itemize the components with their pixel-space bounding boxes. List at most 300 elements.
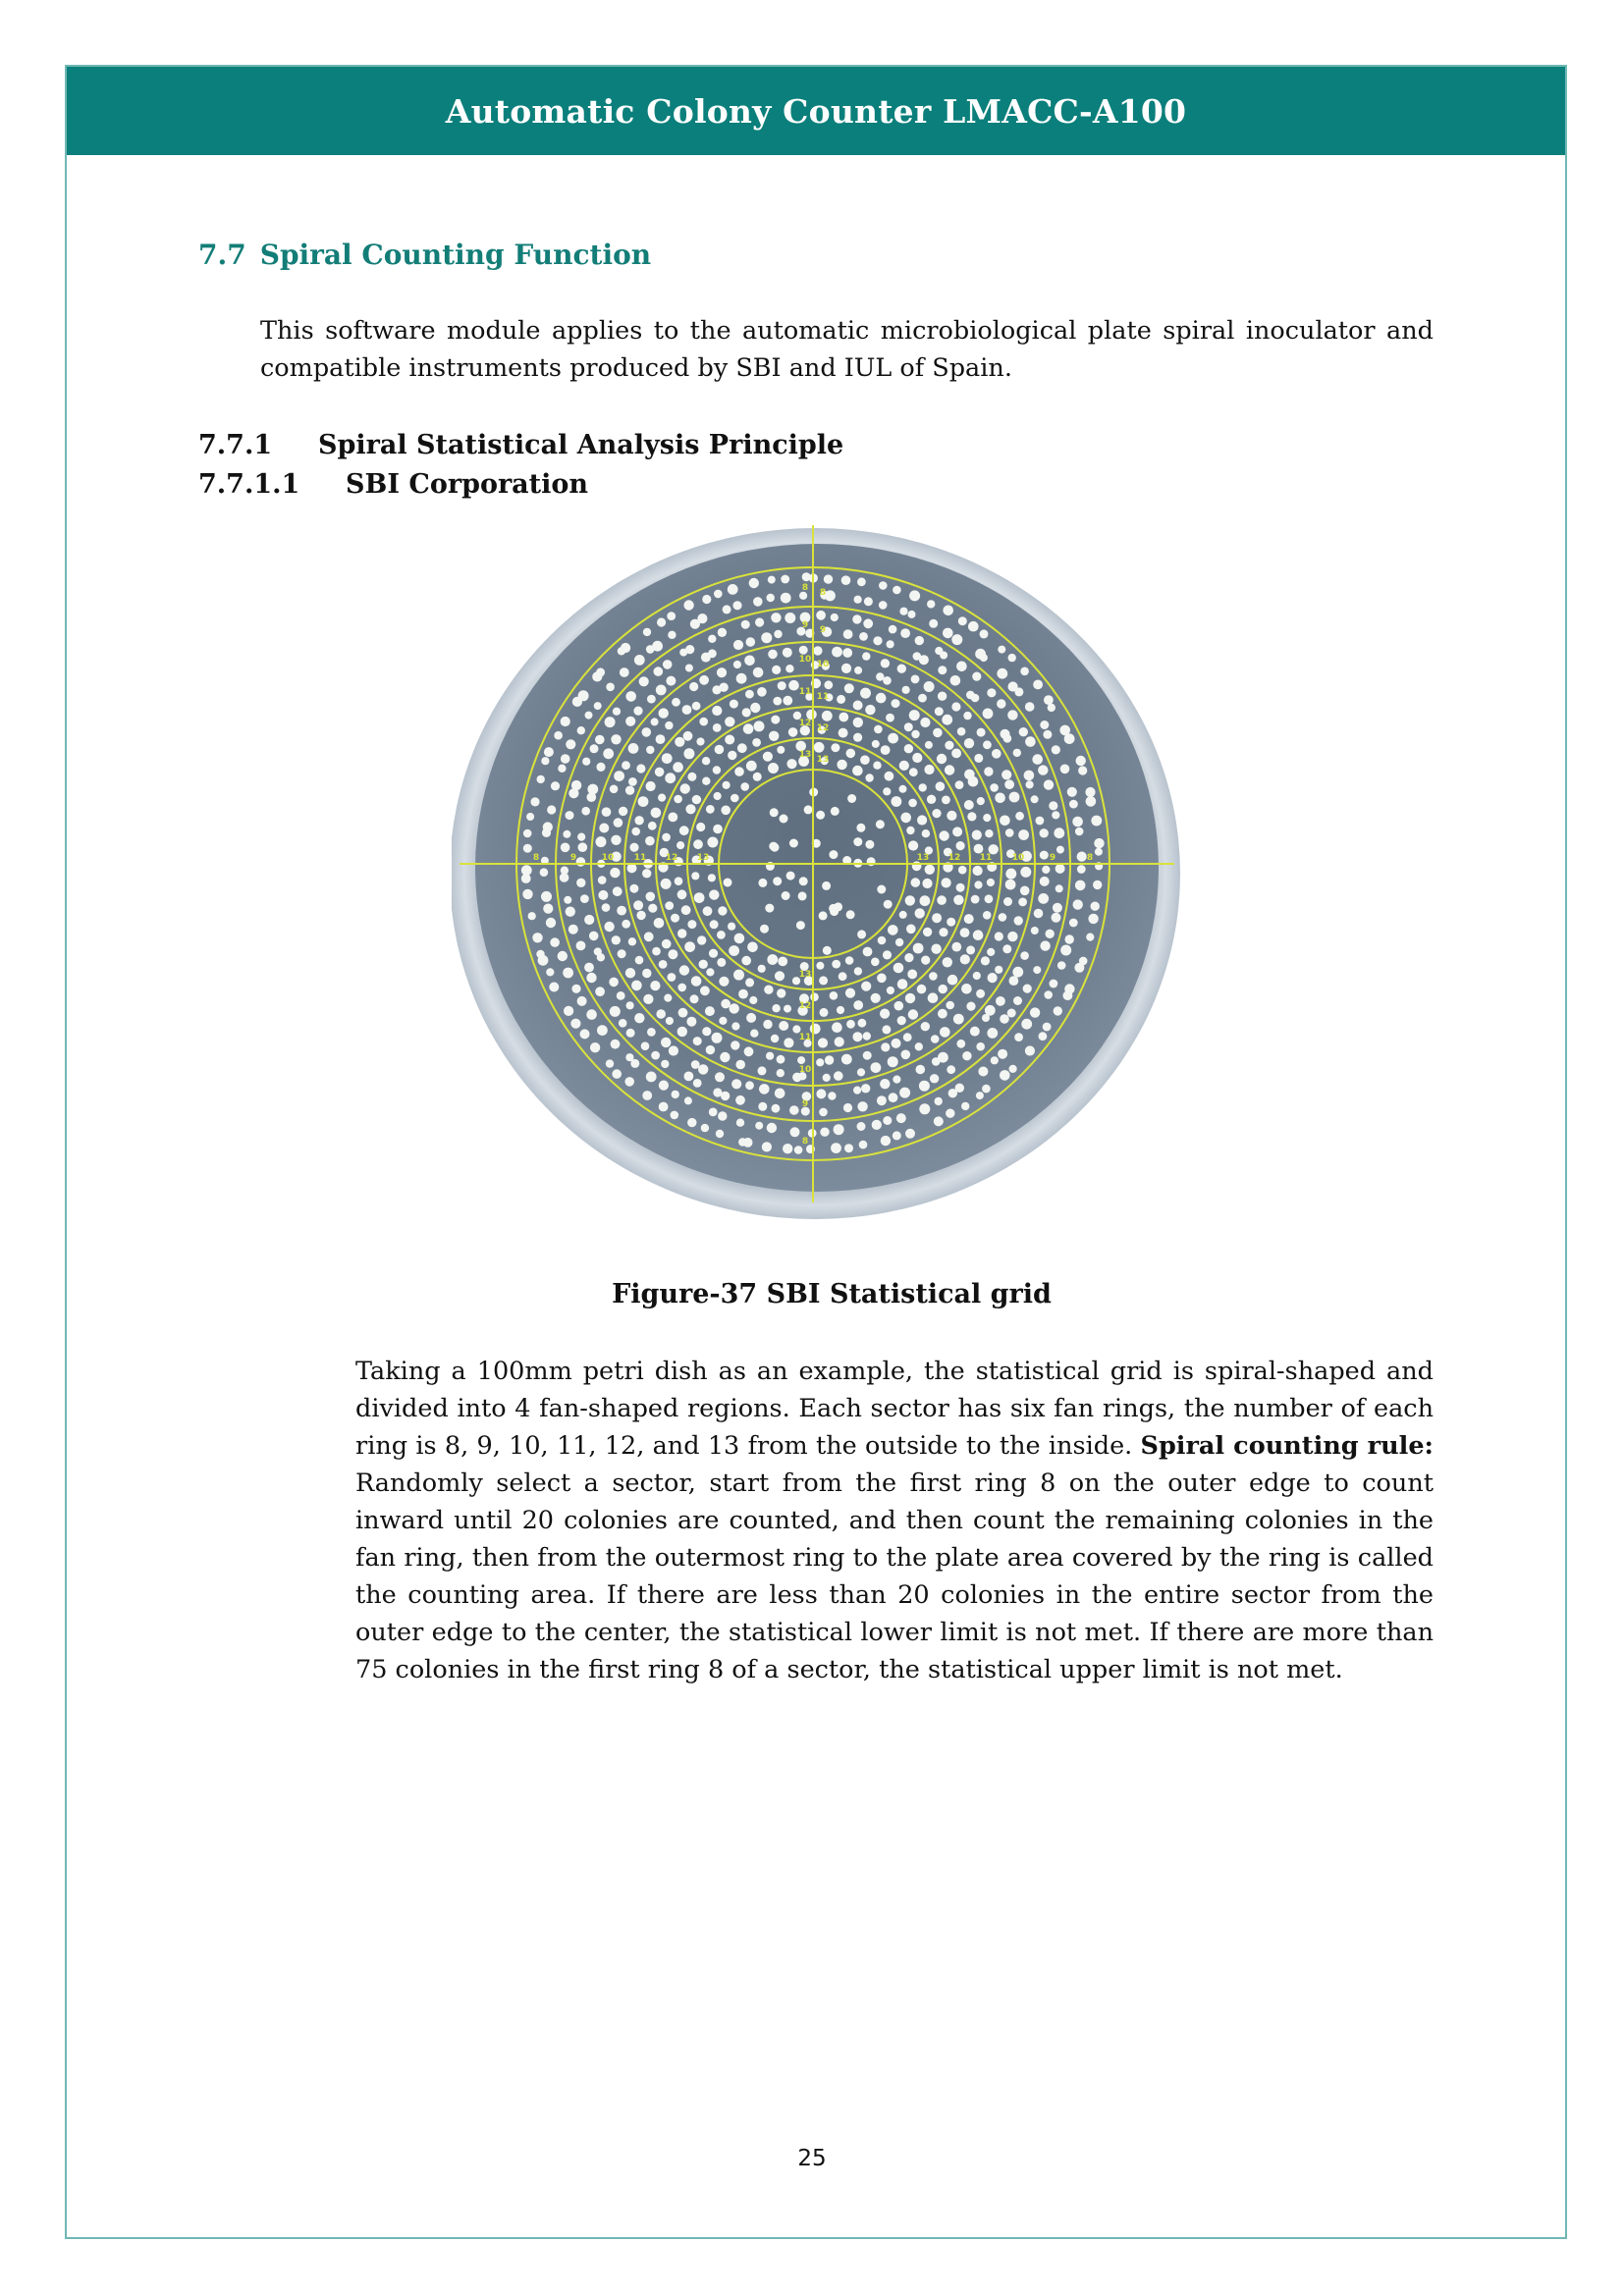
colony-dot: [853, 733, 862, 742]
colony-dot: [738, 1138, 746, 1146]
colony-dot: [942, 878, 951, 887]
colony-dot: [728, 923, 735, 931]
colony-dot: [872, 1120, 882, 1130]
colony-dot: [677, 841, 684, 849]
colony-dot: [936, 781, 946, 791]
colony-dot: [628, 937, 636, 945]
colony-dot: [763, 752, 773, 762]
colony-dot: [720, 1052, 730, 1062]
colony-dot: [983, 740, 992, 749]
colony-dot: [1091, 902, 1100, 911]
colony-dot: [997, 668, 1007, 679]
colony-dot: [1040, 877, 1050, 886]
colony-dot: [701, 1124, 709, 1132]
colony-dot: [892, 699, 900, 708]
colony-dot: [896, 1113, 906, 1123]
colony-dot: [881, 1042, 890, 1051]
colony-dot: [697, 935, 706, 944]
colony-dot: [876, 672, 884, 680]
colony-dot: [724, 879, 732, 887]
colony-dot: [657, 617, 666, 626]
colony-dot: [700, 986, 710, 995]
colony-dot: [911, 675, 920, 684]
colony-dot: [689, 682, 698, 691]
colony-dot: [1053, 903, 1062, 913]
colony-dot: [945, 765, 954, 774]
colony-dot: [1064, 733, 1075, 744]
colony-dot: [785, 665, 793, 672]
colony-dot: [699, 675, 709, 685]
colony-dot: [636, 911, 645, 920]
colony-dot: [645, 836, 655, 846]
colony-dot: [697, 614, 707, 623]
colony-dot: [656, 734, 666, 744]
colony-dot: [905, 993, 915, 1003]
colony-dot: [1026, 780, 1034, 788]
subsection-number: 7.7.1.1: [198, 469, 300, 500]
colony-dot: [964, 914, 974, 924]
colony-dot: [830, 907, 839, 916]
colony-dot: [1040, 828, 1049, 837]
colony-dot: [526, 813, 534, 821]
colony-dot: [863, 1051, 872, 1060]
colony-dot: [718, 1111, 727, 1120]
colony-dot: [717, 931, 726, 939]
colony-dot: [929, 972, 938, 981]
colony-dot: [778, 681, 786, 690]
colony-dot: [831, 614, 839, 621]
colony-dot: [972, 672, 981, 681]
colony-dot: [708, 635, 716, 643]
ring-label: 12: [947, 853, 961, 863]
colony-dot: [571, 780, 581, 790]
document-title: Automatic Colony Counter LMACC-A100: [445, 91, 1187, 131]
colony-dot: [1085, 787, 1095, 797]
colony-dot: [680, 783, 690, 793]
colony-dot: [1033, 966, 1041, 974]
colony-dot: [715, 1072, 725, 1082]
colony-dot: [631, 981, 642, 991]
colony-dot: [587, 784, 598, 795]
colony-dot: [749, 996, 757, 1004]
colony-dot: [1060, 945, 1071, 956]
colony-dot: [532, 933, 542, 942]
colony-dot: [1056, 864, 1065, 874]
rule-label: Spiral counting rule:: [1140, 1431, 1434, 1461]
colony-dot: [750, 1030, 758, 1038]
colony-dot: [705, 1006, 715, 1016]
colony-dot: [976, 1042, 985, 1051]
colony-dot: [633, 900, 643, 910]
petri-dish-figure: [452, 522, 1198, 1229]
colony-dot: [773, 877, 782, 885]
colony-dot: [710, 920, 719, 929]
colony-dot: [899, 761, 909, 771]
colony-dot: [528, 912, 536, 920]
colony-dot: [621, 643, 630, 653]
colony-dot: [939, 928, 947, 936]
colony-dot: [908, 1009, 918, 1019]
colony-dot: [1043, 730, 1052, 739]
petri-dish-image: [452, 522, 1198, 1229]
colony-dot: [684, 1072, 694, 1082]
colony-dot: [647, 695, 656, 704]
colony-dot: [846, 749, 856, 759]
colony-dot: [596, 667, 605, 676]
colony-dot: [1036, 817, 1045, 826]
colony-dot: [841, 575, 851, 585]
colony-dot: [714, 590, 723, 599]
colony-dot: [897, 665, 906, 673]
colony-dot: [1038, 893, 1049, 904]
colony-dot: [837, 695, 845, 704]
colony-dot: [771, 716, 780, 724]
colony-dot: [1056, 846, 1064, 854]
colony-dot: [603, 748, 614, 759]
colony-dot: [886, 714, 894, 722]
colony-dot: [706, 805, 715, 814]
colony-dot: [842, 648, 852, 658]
colony-dot: [775, 1089, 785, 1099]
colony-dot: [871, 958, 880, 967]
colony-dot: [643, 994, 653, 1004]
colony-dot: [1008, 654, 1016, 662]
colony-dot: [853, 718, 863, 727]
colony-dot: [1039, 1032, 1048, 1041]
colony-dot: [561, 867, 568, 875]
colony-dot: [721, 806, 731, 816]
colony-dot: [741, 620, 750, 629]
colony-dot: [744, 1046, 754, 1056]
colony-dot: [762, 1142, 772, 1151]
colony-dot: [927, 600, 935, 608]
colony-dot: [857, 930, 866, 938]
colony-dot: [775, 971, 785, 981]
colony-dot: [725, 717, 734, 726]
colony-dot: [915, 1042, 923, 1050]
colony-dot: [946, 1109, 954, 1118]
colony-dot: [622, 761, 630, 770]
colony-dot: [576, 941, 586, 951]
colony-dot: [947, 811, 956, 821]
colony-dot: [1014, 687, 1023, 696]
colony-dot: [897, 1016, 906, 1025]
colony-dot: [1004, 779, 1014, 789]
colony-dot: [596, 763, 605, 772]
colony-dot: [611, 835, 621, 845]
colony-dot: [718, 906, 727, 915]
colony-dot: [578, 842, 588, 852]
colony-dot: [966, 945, 975, 954]
colony-dot: [839, 728, 848, 738]
colony-dot: [794, 1146, 803, 1154]
colony-dot: [951, 702, 960, 711]
colony-dot: [718, 628, 727, 637]
colony-dot: [665, 901, 674, 910]
colony-dot: [820, 1008, 829, 1017]
colony-dot: [961, 1102, 969, 1110]
colony-dot: [631, 828, 640, 836]
colony-dot: [584, 963, 594, 973]
colony-dot: [629, 843, 638, 852]
colony-dot: [961, 984, 972, 994]
colony-dot: [974, 754, 983, 763]
colony-dot: [677, 889, 687, 899]
colony-dot: [1034, 909, 1044, 919]
colony-dot: [713, 723, 722, 732]
colony-dot: [642, 1091, 652, 1100]
colony-dot: [1088, 914, 1098, 924]
colony-dot: [690, 994, 699, 1003]
colony-dot: [860, 755, 870, 765]
colony-dot: [737, 743, 747, 753]
colony-dot: [589, 932, 599, 941]
colony-dot: [917, 815, 927, 825]
colony-dot: [968, 621, 979, 632]
colony-dot: [761, 632, 772, 643]
colony-dot: [854, 967, 862, 975]
colony-dot: [1043, 1023, 1052, 1032]
colony-dot: [708, 649, 717, 658]
colony-dot: [853, 1087, 861, 1095]
colony-dot: [667, 612, 676, 620]
colony-dot: [846, 1020, 855, 1029]
colony-dot: [887, 987, 894, 994]
colony-dot: [745, 978, 754, 987]
colony-dot: [636, 764, 645, 773]
colony-dot: [683, 731, 693, 741]
colony-dot: [874, 725, 883, 734]
section-title: Spiral Counting Function: [259, 239, 652, 271]
colony-dot: [863, 618, 873, 628]
colony-dot: [907, 970, 917, 980]
colony-dot: [1094, 838, 1104, 848]
colony-dot: [982, 1014, 990, 1022]
colony-dot: [958, 616, 967, 625]
colony-dot: [893, 586, 901, 595]
ring-label: 11: [633, 853, 647, 863]
colony-dot: [892, 1039, 901, 1048]
colony-dot: [733, 640, 743, 650]
colony-dot: [953, 895, 963, 905]
colony-dot: [633, 707, 642, 716]
colony-dot: [777, 988, 785, 997]
colony-dot: [669, 1045, 678, 1055]
colony-dot: [1095, 848, 1103, 856]
colony-dot: [694, 892, 705, 903]
colony-dot: [735, 1060, 745, 1070]
colony-dot: [945, 741, 953, 750]
colony-dot: [1020, 886, 1030, 896]
colony-dot: [654, 918, 665, 929]
colony-dot: [753, 773, 762, 781]
colony-dot: [854, 667, 862, 674]
colony-dot: [919, 783, 927, 791]
colony-dot: [934, 1116, 944, 1126]
colony-dot: [648, 822, 657, 830]
colony-dot: [893, 963, 904, 974]
colony-dot: [878, 936, 887, 945]
colony-dot: [778, 957, 787, 967]
colony-dot: [602, 903, 611, 912]
colony-dot: [938, 1009, 947, 1019]
colony-dot: [908, 799, 917, 808]
ring-label: 12: [816, 723, 830, 733]
colony-dot: [708, 874, 716, 881]
subsection-title: Spiral Statistical Analysis Principle: [318, 430, 844, 460]
colony-dot: [865, 840, 874, 849]
colony-dot: [628, 777, 637, 786]
colony-dot: [609, 978, 619, 988]
ring-label: 10: [798, 655, 812, 665]
colony-dot: [925, 741, 933, 749]
colony-dot: [781, 575, 789, 584]
colony-dot: [831, 743, 839, 752]
colony-dot: [675, 877, 683, 885]
colony-dot: [522, 889, 532, 899]
colony-dot: [999, 913, 1007, 922]
colony-dot: [687, 773, 696, 781]
colony-dot: [796, 921, 805, 930]
colony-dot: [1020, 867, 1031, 878]
colony-dot: [731, 1079, 741, 1089]
colony-dot: [1040, 851, 1049, 860]
colony-dot: [973, 866, 983, 876]
colony-dot: [932, 1057, 941, 1066]
colony-dot: [1074, 963, 1084, 973]
colony-dot: [1003, 897, 1012, 906]
colony-dot: [750, 703, 760, 713]
colony-dot: [628, 743, 639, 754]
colony-dot: [764, 986, 773, 994]
colony-dot: [642, 869, 651, 878]
colony-dot: [768, 763, 779, 774]
colony-dot: [730, 1003, 739, 1013]
colony-dot: [590, 1042, 600, 1052]
colony-dot: [613, 708, 621, 716]
colony-dot: [566, 811, 574, 820]
colony-dot: [549, 983, 559, 992]
colony-dot: [771, 613, 781, 622]
colony-dot: [881, 745, 891, 755]
colony-dot: [693, 839, 703, 849]
colony-dot: [686, 1017, 696, 1027]
colony-dot: [664, 994, 672, 1002]
colony-dot: [937, 754, 947, 764]
colony-dot: [976, 989, 985, 998]
colony-dot: [960, 928, 970, 937]
colony-dot: [947, 975, 958, 986]
colony-dot: [712, 1033, 723, 1043]
colony-dot: [684, 1096, 692, 1104]
colony-dot: [709, 1108, 718, 1117]
colony-dot: [594, 947, 602, 955]
colony-dot: [1057, 961, 1066, 970]
ring-label: 11: [798, 1033, 812, 1042]
colony-dot: [521, 865, 532, 876]
colony-dot: [754, 721, 765, 731]
colony-dot: [799, 877, 808, 885]
colony-dot: [687, 1118, 696, 1127]
colony-dot: [599, 824, 609, 833]
colony-dot: [879, 581, 888, 590]
colony-dot: [745, 690, 754, 699]
colony-dot: [543, 822, 553, 831]
colony-dot: [987, 688, 996, 697]
colony-dot: [923, 928, 932, 936]
colony-dot: [922, 879, 932, 888]
ring-label: 10: [601, 853, 615, 863]
colony-dot: [740, 782, 749, 791]
colony-dot: [1007, 710, 1017, 720]
colony-dot: [770, 808, 779, 817]
colony-dot: [668, 949, 677, 959]
colony-dot: [568, 925, 578, 934]
colony-dot: [804, 805, 813, 814]
colony-dot: [798, 891, 807, 900]
colony-dot: [799, 646, 808, 655]
colony-dot: [651, 808, 662, 819]
colony-dot: [624, 1077, 634, 1087]
colony-dot: [717, 667, 727, 677]
colony-dot: [1052, 811, 1059, 819]
colony-dot: [610, 785, 619, 794]
colony-dot: [885, 772, 894, 781]
colony-dot: [769, 731, 779, 741]
colony-dot: [661, 1060, 669, 1068]
colony-dot: [679, 965, 689, 975]
colony-dot: [939, 830, 948, 840]
colony-dot: [921, 956, 930, 965]
colony-dot: [1073, 899, 1083, 909]
colony-dot: [731, 1041, 739, 1049]
colony-dot: [818, 1038, 828, 1047]
colony-dot: [578, 690, 589, 701]
colony-dot: [654, 667, 664, 676]
colony-dot: [757, 687, 767, 697]
colony-dot: [1000, 1014, 1009, 1024]
colony-dot: [819, 1108, 828, 1117]
colony-dot: [830, 991, 839, 1000]
colony-dot: [693, 1037, 702, 1045]
colony-dot: [625, 717, 635, 726]
colony-dot: [788, 680, 799, 691]
colony-dot: [683, 748, 694, 759]
colony-dot: [828, 1092, 836, 1099]
colony-dot: [671, 1111, 679, 1120]
colony-dot: [1075, 881, 1086, 891]
colony-dot: [841, 664, 851, 673]
colony-dot: [651, 718, 659, 725]
colony-dot: [780, 815, 788, 824]
colony-dot: [702, 757, 710, 765]
colony-dot: [971, 895, 980, 904]
colony-dot: [971, 694, 980, 703]
colony-dot: [831, 807, 839, 816]
colony-dot: [541, 757, 549, 765]
colony-dot: [919, 1081, 930, 1092]
colony-dot: [964, 738, 974, 748]
colony-dot: [825, 590, 836, 601]
colony-dot: [834, 1124, 844, 1135]
ring-label: 13: [798, 970, 812, 980]
colony-dot: [1025, 736, 1036, 747]
colony-dot: [897, 979, 908, 989]
header-bar: [67, 67, 1565, 155]
colony-dot: [662, 753, 673, 764]
colony-dot: [537, 775, 545, 783]
colony-dot: [977, 728, 986, 737]
